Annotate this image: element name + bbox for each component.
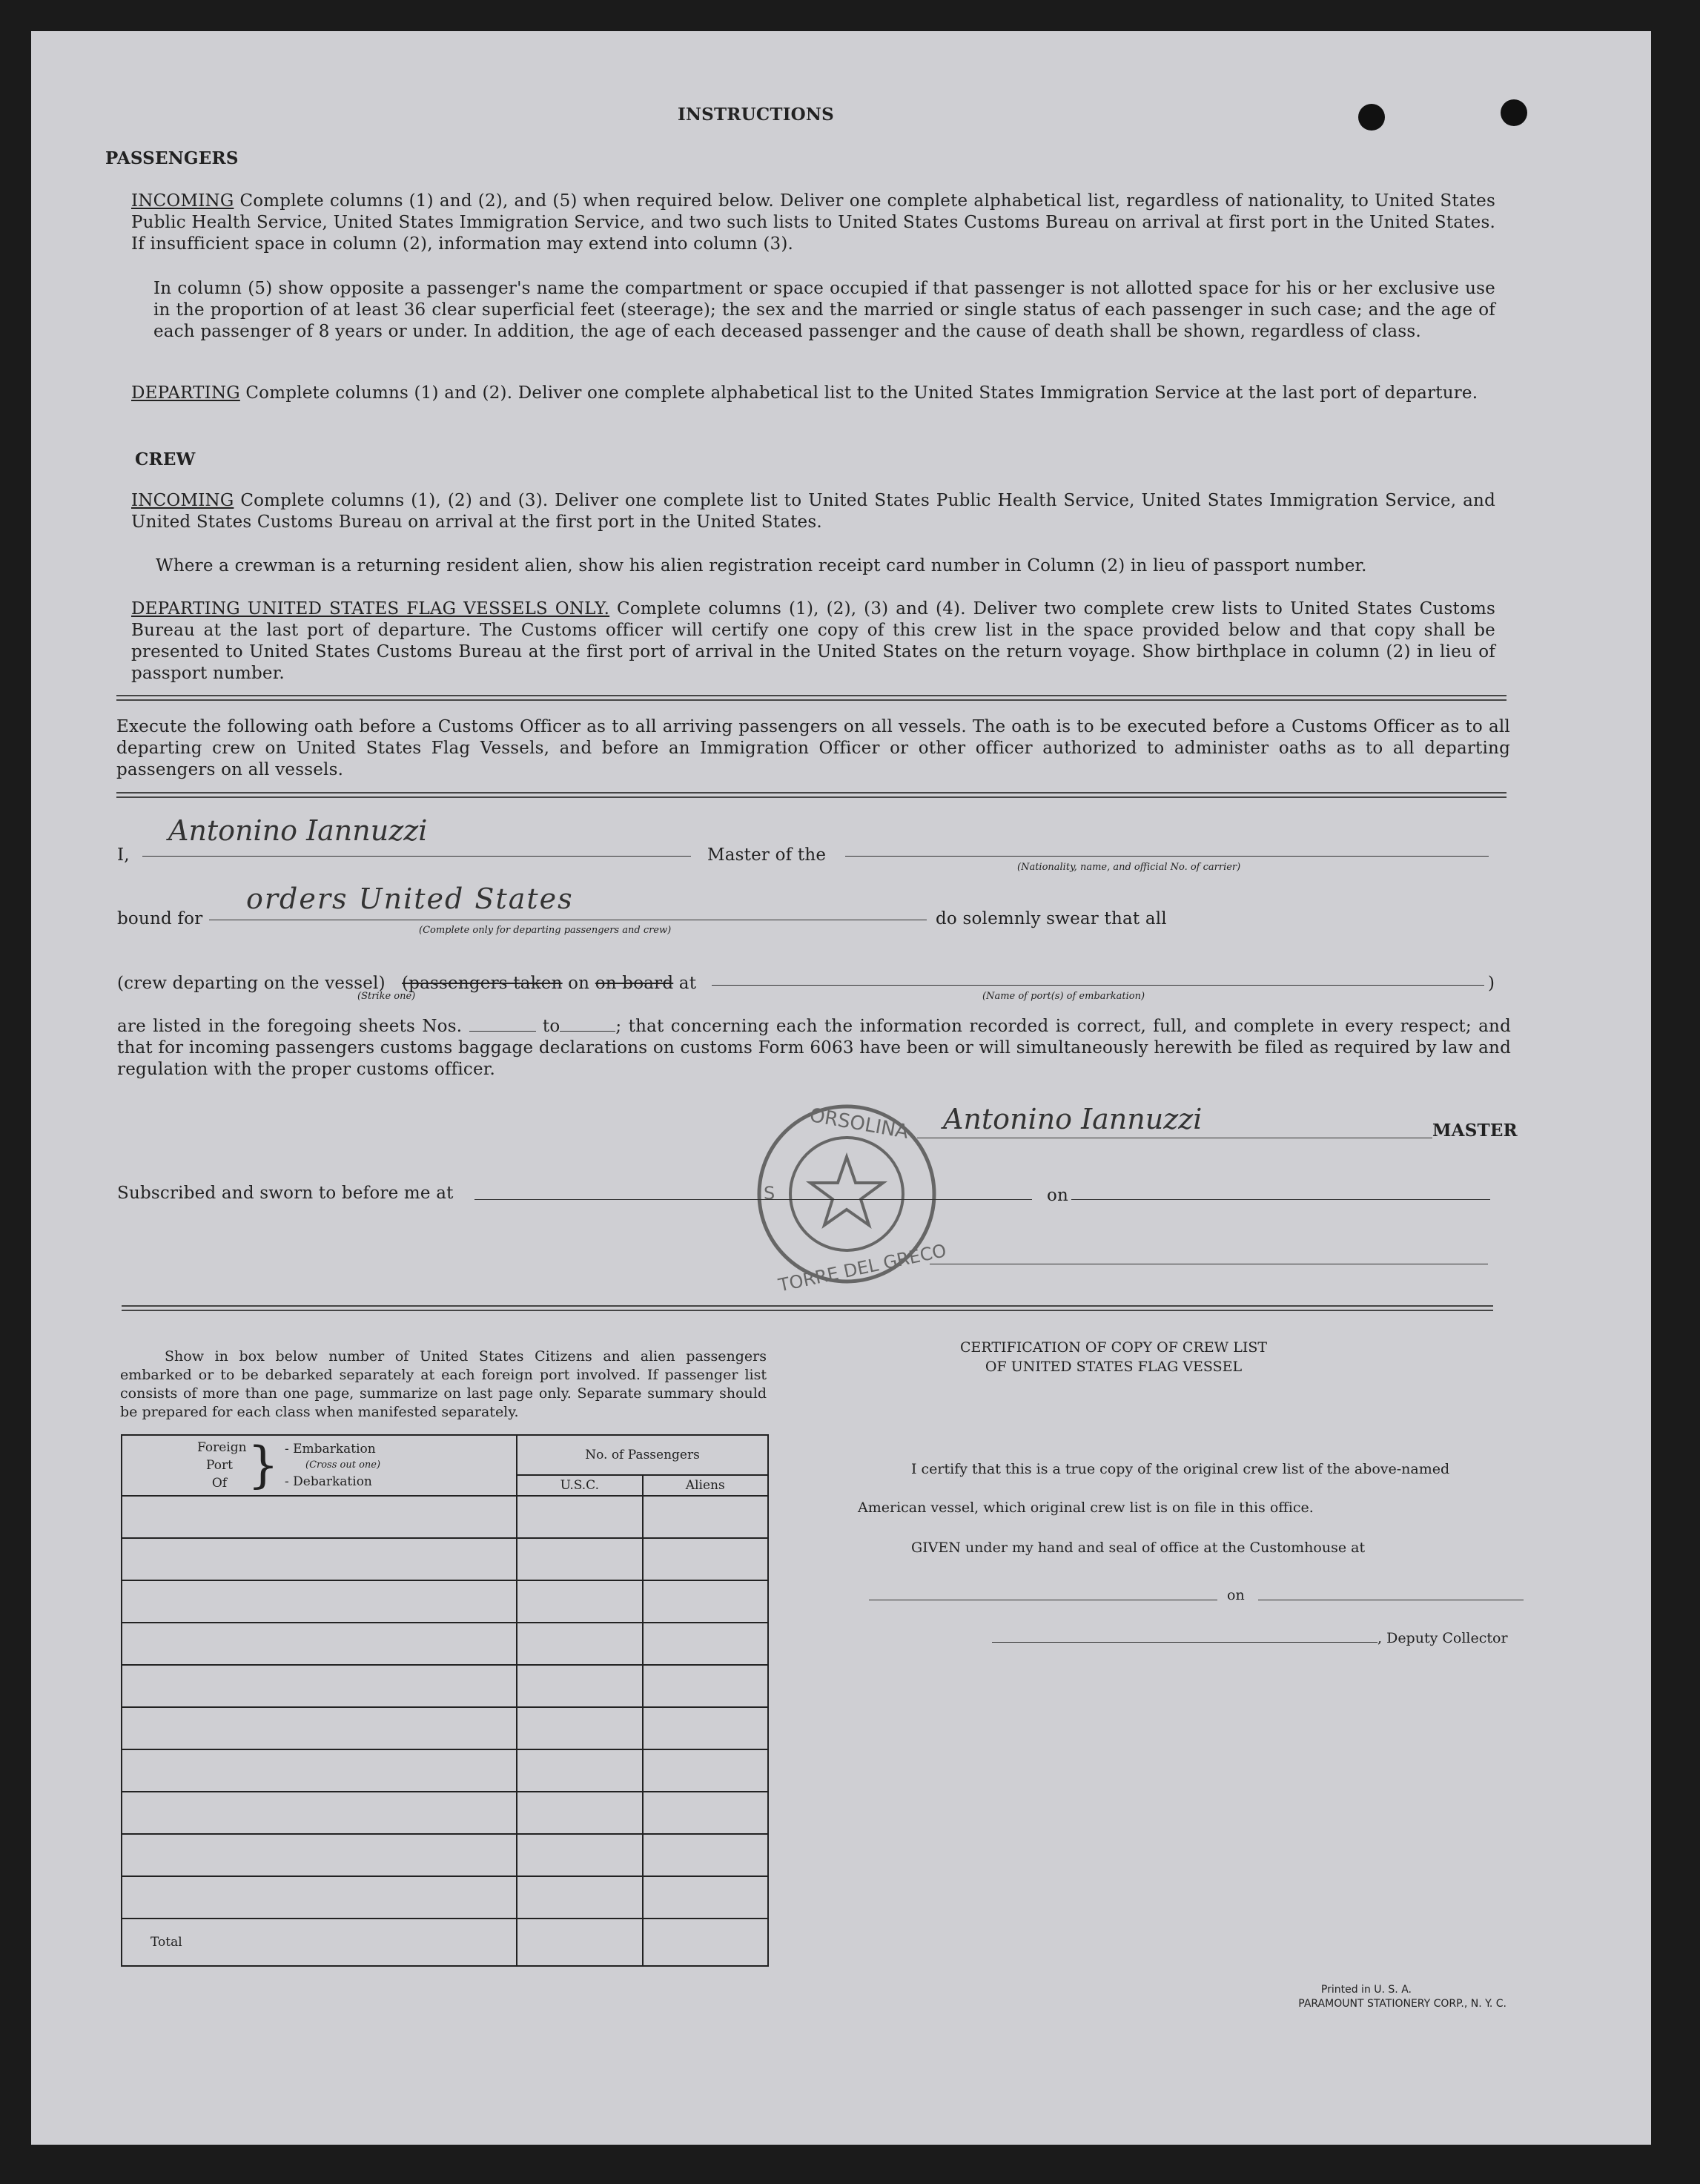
usc-cell[interactable] [517,1834,642,1876]
punch-hole-right [1501,99,1527,126]
oath-intro: Execute the following oath before a Customs Officer as to all arriving passengers on all vessels. The oath is to be executed before a Customs Officer as to all departing crew on United States Flag Vessels, and before an Immigration Officer or other officer authorized to administer oaths as to all departing passengers on all vessels. [116,717,1510,779]
master-name-field[interactable] [142,856,691,857]
master-label: MASTER [1432,1121,1518,1141]
usc-cell[interactable] [517,1665,642,1707]
embarkation-ports-field[interactable] [712,985,1484,986]
oath-i-label: I, [117,845,130,865]
bound-for-caption: (Complete only for departing passengers and crew) [419,925,672,936]
printer-imprint [1165,1983,1506,2011]
usc-cell[interactable] [517,1876,642,1919]
bound-for-label: bound for [117,909,203,928]
deputy-signature-field[interactable] [992,1642,1377,1643]
cross-out-caption: (Cross out one) [305,1459,381,1471]
subscribed-place-field[interactable] [474,1199,1032,1200]
table-row[interactable] [122,1707,517,1749]
sheets-from-field[interactable] [469,1031,536,1032]
table-row[interactable] [122,1623,517,1665]
table-row[interactable] [122,1496,517,1538]
total-aliens-cell[interactable] [643,1919,769,1966]
sheets-text-2: ; that concerning each the information recorded is correct, full, and complete in every respect; and that for incoming passengers customs baggage declarations on customs Form 6063 have been or will simultaneously herewith be filed as required by law and regulation with the proper customs officer. [117,1017,1511,1079]
foreign-port-label: Foreign Port Of [197,1440,247,1491]
subscribed-on-label: on [1047,1186,1069,1205]
brace-icon: } [248,1436,279,1494]
usc-cell[interactable] [517,1496,642,1538]
master-signature: Antonino Iannuzzi [943,1103,1203,1135]
crew-incoming-paragraph [131,490,1495,533]
passengers-incoming-label: INCOMING [131,191,234,211]
crew-incoming-label: INCOMING [131,491,234,510]
printer-line-2: PARAMOUNT STATIONERY CORP., N. Y. C. [1298,1998,1506,2010]
crew-departing-paragraph [131,598,1495,684]
at-text: at [678,974,697,993]
on-board-text: on board [595,974,674,993]
sheets-to-field[interactable] [560,1031,615,1032]
certification-on-label: on [1227,1587,1245,1603]
aliens-header: Aliens [643,1475,769,1496]
strike-one-caption: (Strike one) [357,991,416,1002]
aliens-cell[interactable] [643,1749,769,1792]
passengers-option [402,973,696,994]
debarkation-option[interactable]: - Debarkation [285,1474,372,1489]
punch-hole-left [1358,104,1385,131]
master-name-signature: Antonino Iannuzzi [168,814,428,847]
aliens-cell[interactable] [643,1792,769,1834]
usc-cell[interactable] [517,1749,642,1792]
stamp-top-text: ORSOLINA [807,1103,910,1144]
table-row[interactable] [122,1580,517,1623]
total-usc-cell[interactable] [517,1919,642,1966]
certification-heading [847,1338,1380,1376]
passengers-departing-paragraph [131,383,1495,404]
swear-text: do solemnly swear that all [936,909,1167,928]
table-row[interactable] [122,1665,517,1707]
ports-caption: (Name of port(s) of embarkation) [982,991,1145,1002]
nationality-caption: (Nationality, name, and official No. of carrier) [1017,862,1241,873]
subscribed-label: Subscribed and sworn to before me at [117,1184,454,1203]
passengers-heading: PASSENGERS [105,148,239,168]
subscribed-date-field[interactable] [1071,1199,1490,1200]
passengers-column5-paragraph: In column (5) show opposite a passenger's name the compartment or space occupied if that passenger is not allotted space for his or her exclusive use in the proportion of at least 36 clear superficial feet (steerage); the sex and the married or single status of each passenger in such case; and the age of each passenger of 8 years or under. In addition, the age of each deceased passenger and the cause of death shall be shown, regardless of class. [153,279,1495,341]
certification-heading-2: OF UNITED STATES FLAG VESSEL [985,1359,1243,1375]
table-row[interactable] [122,1749,517,1792]
crew-departing-text: Complete columns (1), (2), (3) and (4). Deliver two complete crew lists to United States Customs Bureau at the last port of departure. The Customs officer will certify one copy of this crew list in the space provided below and that copy shall be presented to United States Customs Bureau at the first port of arrival in the United States on the return voyage. Show birthplace in column (2) in lieu of passport number. [131,599,1495,683]
aliens-cell[interactable] [643,1707,769,1749]
certify-line-2: American vessel, which original crew list is on file in this office. [858,1500,1314,1516]
summary-instructions: Show in box below number of United States Citizens and alien passengers embarked or to be debarked separately at each foreign port involved. If passenger list consists of more than one page, summarize on last page only. Separate summary should be prepared for each class when manifested separately. [120,1348,767,1420]
usc-cell[interactable] [517,1707,642,1749]
sheets-paragraph [117,1016,1511,1081]
on-text: on [568,974,590,993]
table-row[interactable] [122,1834,517,1876]
page-title: INSTRUCTIONS [678,105,834,125]
embarkation-option[interactable]: - Embarkation [285,1442,376,1456]
aliens-cell[interactable] [643,1665,769,1707]
document-page [31,31,1651,2145]
crew-departing-option: (crew departing on the vessel) [117,974,386,993]
crew-departing-label: DEPARTING UNITED STATES FLAG VESSELS ONLY. [131,599,610,618]
passengers-taken-text: (passengers taken [402,974,563,993]
stamp-left-text: S [764,1183,775,1204]
bound-for-value: orders United States [246,882,574,915]
passengers-departing-label: DEPARTING [131,383,240,403]
passengers-departing-text: Complete columns (1) and (2). Deliver one complete alphabetical list to the United States Immigration Service at the last port of departure. [239,383,1478,403]
stamp-bottom-text: TORRE DEL GRECO [776,1240,948,1296]
star-icon [810,1157,883,1225]
table-row[interactable] [122,1876,517,1919]
sheets-text-1: are listed in the foregoing sheets Nos. [117,1017,463,1036]
usc-cell[interactable] [517,1538,642,1580]
oath-divider [116,792,1506,798]
given-line: GIVEN under my hand and seal of office at the Customhouse at [911,1540,1366,1556]
no-passengers-header: No. of Passengers [517,1435,768,1475]
aliens-cell[interactable] [643,1496,769,1538]
section-divider [116,695,1506,701]
carrier-field[interactable] [845,856,1489,857]
table-row[interactable] [122,1538,517,1580]
usc-cell[interactable] [517,1623,642,1665]
certification-heading-1: CERTIFICATION OF COPY OF CREW LIST [959,1339,1268,1356]
certify-line-1: I certify that this is a true copy of the original crew list of the above-named [911,1461,1450,1477]
table-row[interactable] [122,1792,517,1834]
crew-heading: CREW [135,449,196,469]
passengers-incoming-paragraph [131,191,1495,255]
passengers-incoming-text: Complete columns (1) and (2), and (5) when required below. Deliver one complete alphabetical list, regardless of nationality, to United States Public Health Service, United States Immigration Service, and two such lists to United States Customs Bureau on arrival at first port in the United States. If insufficient space in column (2), information may extend into column (3). [131,191,1495,254]
lower-divider [122,1305,1493,1311]
aliens-cell[interactable] [643,1538,769,1580]
crew-resident-paragraph: Where a crewman is a returning resident alien, show his alien registration receipt card number in Column (2) in lieu of passport number. [156,556,1367,575]
aliens-cell[interactable] [643,1580,769,1623]
sheets-to-label: to [542,1017,560,1036]
aliens-cell[interactable] [643,1623,769,1665]
passenger-summary-table [121,1434,769,1967]
usc-header: U.S.C. [517,1475,642,1496]
close-paren: ) [1488,974,1495,993]
master-of-the-label: Master of the [707,845,827,865]
printer-line-1: Printed in U. S. A. [1320,1984,1412,1996]
crew-incoming-text: Complete columns (1), (2) and (3). Deliver one complete list to United States Public Health Service, United States Immigration Service, and United States Customs Bureau on arrival at the first port in the United States. [131,491,1495,532]
aliens-cell[interactable] [643,1876,769,1919]
deputy-collector-label: , Deputy Collector [1377,1630,1508,1646]
port-header-cell [122,1435,517,1496]
usc-cell[interactable] [517,1580,642,1623]
aliens-cell[interactable] [643,1834,769,1876]
usc-cell[interactable] [517,1792,642,1834]
total-label: Total [122,1919,517,1966]
